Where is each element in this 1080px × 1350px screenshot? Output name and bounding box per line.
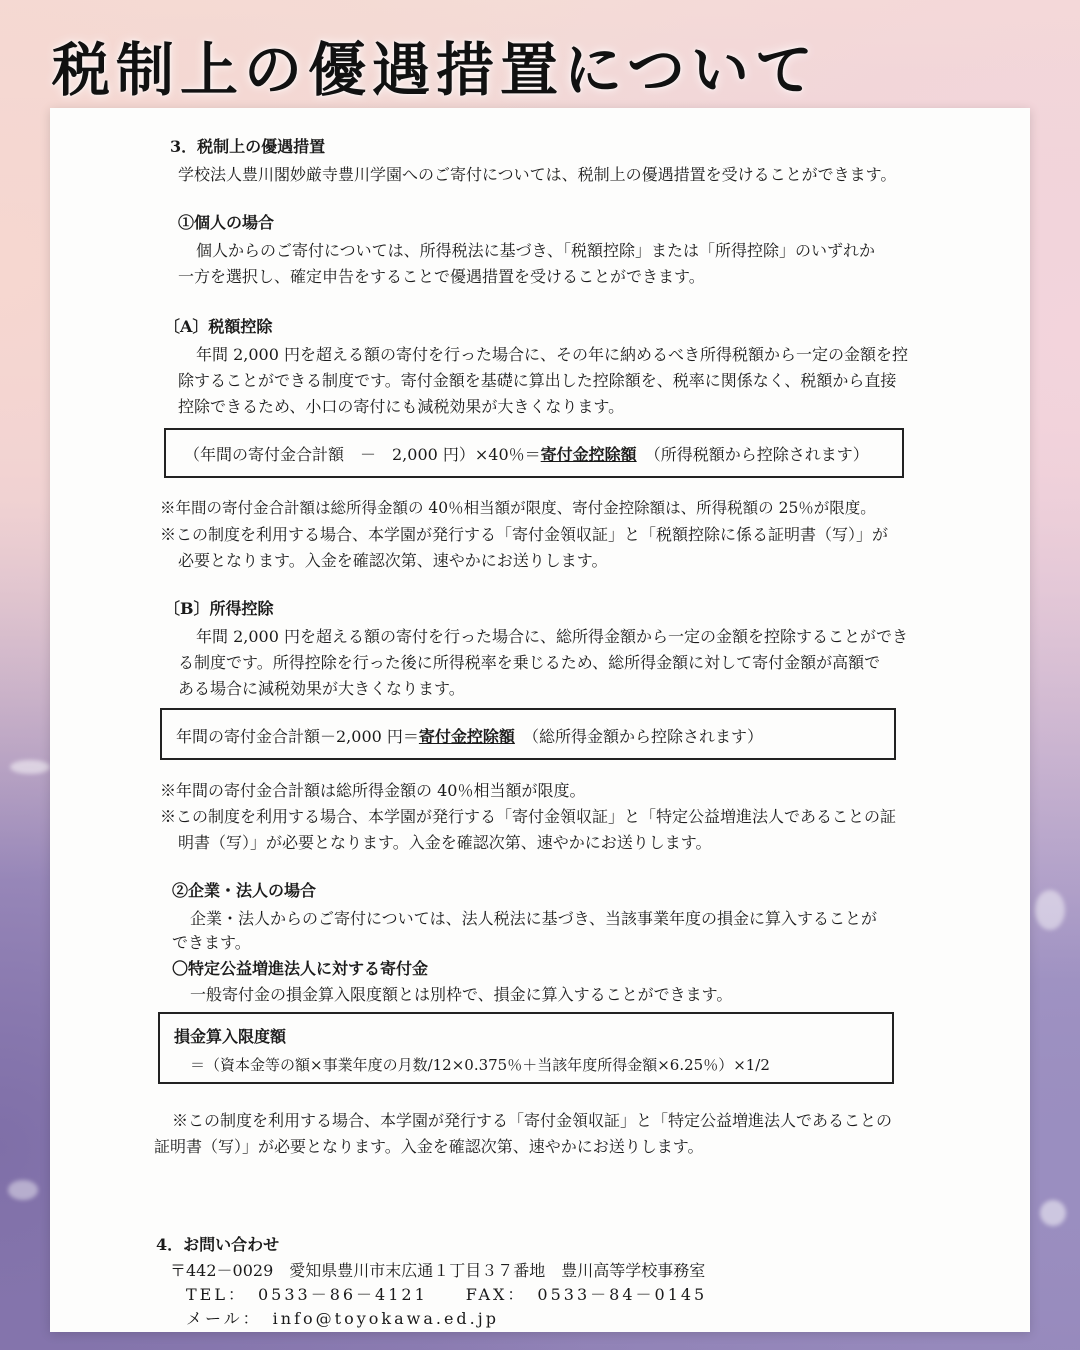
income-deduction-formula: 年間の寄付金合計額－2,000 円＝寄付金控除額 （総所得金額から控除されます）: [176, 727, 763, 746]
tax-credit-formula-box: [164, 428, 904, 478]
contact-tel-fax: TEL： 0533－86－4121 FAX： 0533－84－0145: [186, 1285, 708, 1304]
tax-credit-formula: （年間の寄付金合計額 － 2,000 円）×40％＝寄付金控除額 （所得税額から控除されます）: [184, 445, 869, 464]
loss-limit-formula: ＝（資本金等の額×事業年度の月数/12×0.375％＋当該年度所得金額×6.25％）×1/2: [190, 1056, 770, 1074]
income-deduction-formula-box: [160, 708, 896, 760]
tax-credit-note-1: ※年間の寄付金合計額は総所得金額の 40％相当額が限度、寄付金控除額は、所得税額の 25％が限度。: [160, 499, 876, 517]
income-deduction-note-1: ※年間の寄付金合計額は総所得金額の 40％相当額が限度。: [160, 781, 586, 800]
section-3-heading: 3．税制上の優遇措置: [170, 137, 326, 156]
income-deduction-text-3: ある場合に減税効果が大きくなります。: [178, 679, 465, 698]
contact-address: 〒442－0029 愛知県豊川市末広通１丁目３７番地 豊川高等学校事務室: [170, 1261, 706, 1280]
tax-credit-text-3: 控除できるため、小口の寄付にも減税効果が大きくなります。: [178, 397, 625, 416]
section-4-heading: 4．お問い合わせ: [156, 1235, 280, 1254]
corporate-heading: ②企業・法人の場合: [172, 881, 317, 900]
corporate-note-1: ※この制度を利用する場合、本学園が発行する「寄付金領収証」と「特定公益増進法人であることの: [172, 1111, 893, 1130]
individual-text-2: 一方を選択し、確定申告をすることで優遇措置を受けることができます。: [178, 267, 705, 286]
loss-limit-title: 損金算入限度額: [174, 1027, 287, 1046]
income-deduction-note-2: ※この制度を利用する場合、本学園が発行する「寄付金領収証」と「特定公益増進法人であることの証: [160, 807, 897, 826]
corporate-note-2: 証明書（写）」が必要となります。入金を確認次第、速やかにお送りします。: [154, 1137, 704, 1156]
corporate-sub-heading: 〇特定公益増進法人に対する寄付金: [172, 959, 429, 978]
tax-credit-text-1: 年間 2,000 円を超える額の寄付を行った場合に、その年に納めるべき所得税額から一定の金額を控: [196, 345, 908, 364]
tax-credit-note-2: ※この制度を利用する場合、本学園が発行する「寄付金領収証」と「税額控除に係る証明書（写）」が: [160, 525, 889, 544]
document-page: [50, 108, 1030, 1332]
corporate-sub-text: 一般寄付金の損金算入限度額とは別枠で、損金に算入することができます。: [190, 985, 733, 1004]
contact-email: メール： info@toyokawa.ed.jp: [186, 1309, 499, 1328]
page-title: 税制上の優遇措置について: [52, 36, 819, 104]
individual-text-1: 個人からのご寄付については、所得税法に基づき、「税額控除」または「所得控除」のいずれか: [196, 241, 876, 260]
section-3-intro: 学校法人豊川閣妙厳寺豊川学園へのご寄付については、税制上の優遇措置を受けることができます。: [178, 165, 897, 184]
individual-heading: ①個人の場合: [178, 213, 275, 232]
corporate-text-1: 企業・法人からのご寄付については、法人税法に基づき、当該事業年度の損金に算入することが: [190, 909, 878, 928]
tax-credit-heading: 〔A〕税額控除: [164, 317, 273, 336]
income-deduction-text-2: る制度です。所得控除を行った後に所得税率を乗じるため、総所得金額に対して寄付金額が高額で: [178, 653, 881, 672]
tax-credit-note-3: 必要となります。入金を確認次第、速やかにお送りします。: [178, 551, 608, 570]
income-deduction-heading: 〔B〕所得控除: [164, 599, 274, 618]
loss-limit-box: [158, 1012, 894, 1084]
corporate-text-2: できます。: [172, 933, 251, 952]
tax-credit-text-2: 除することができる制度です。寄付金額を基礎に算出した控除額を、税率に関係なく、税額から直接: [178, 371, 897, 390]
income-deduction-text-1: 年間 2,000 円を超える額の寄付を行った場合に、総所得金額から一定の金額を控除することができ: [196, 627, 908, 646]
income-deduction-note-3: 明書（写）」が必要となります。入金を確認次第、速やかにお送りします。: [178, 833, 712, 852]
